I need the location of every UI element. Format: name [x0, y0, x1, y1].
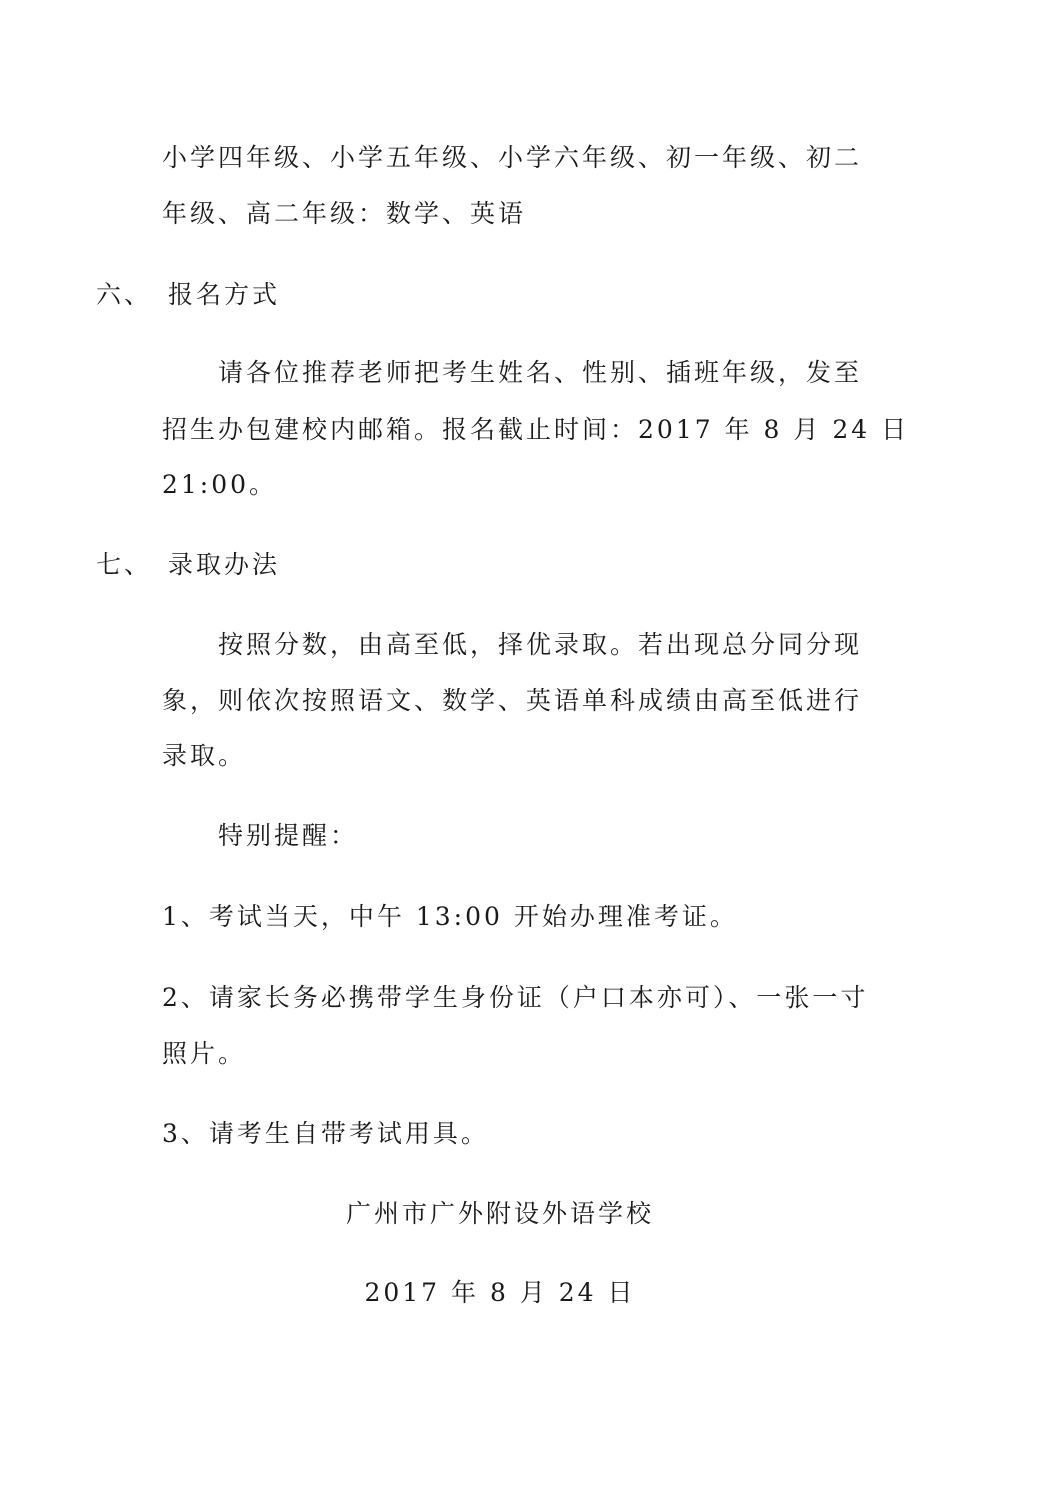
reminder-title: 特别提醒： [218, 821, 359, 850]
subjects-line-1: 小学四年级、小学五年级、小学六年级、初一年级、初二 [162, 143, 863, 172]
reminder-item-3: 3、请考生自带考试用具。 [162, 1119, 489, 1148]
signature-date: 2017 年 8 月 24 日 [364, 1278, 636, 1307]
section-6-heading [96, 280, 280, 310]
section-6-line-1: 请各位推荐老师把考生姓名、性别、插班年级，发至 [218, 358, 863, 387]
section-6-title: 报名方式 [168, 280, 281, 309]
section-6-line-2: 招生办包建校内邮箱。报名截止时间：2017 年 8 月 24 日 [162, 415, 910, 444]
reminder-item-1: 1、考试当天，中午 13:00 开始办理准考证。 [162, 902, 738, 931]
section-7-number: 七、 [96, 550, 153, 579]
reminder-item-2-line-1: 2、请家长务必携带学生身份证（户口本亦可）、一张一寸 [162, 983, 869, 1012]
section-6-number: 六、 [96, 280, 153, 309]
signature-school: 广州市广外附设外语学校 [345, 1199, 654, 1228]
section-7-heading [96, 550, 280, 580]
section-7-title: 录取办法 [168, 550, 281, 579]
section-7-line-2: 象，则依次按照语文、数学、英语单科成绩由高至低进行 [162, 686, 863, 715]
section-6-line-3: 21:00。 [162, 470, 278, 499]
subjects-line-2: 年级、高二年级：数学、英语 [162, 199, 527, 228]
section-7-line-3: 录取。 [162, 741, 247, 770]
section-7-line-1: 按照分数，由高至低，择优录取。若出现总分同分现 [218, 630, 863, 659]
reminder-item-2-line-2: 照片。 [162, 1039, 247, 1068]
